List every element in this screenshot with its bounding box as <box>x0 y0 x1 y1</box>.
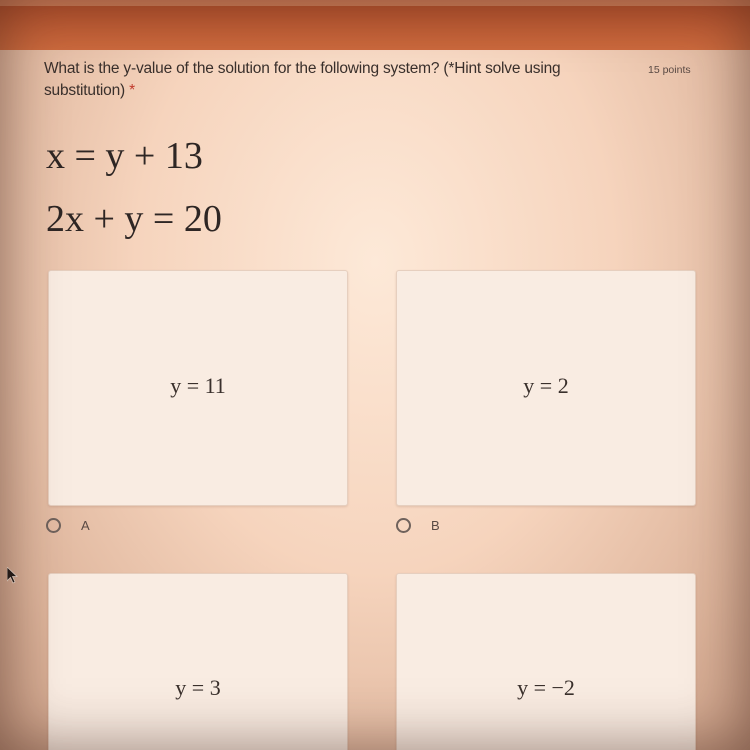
points-label: 15 points <box>648 64 691 76</box>
option-value: y = 11 <box>170 373 226 398</box>
radio-unselected-icon[interactable] <box>46 518 61 533</box>
required-marker: * <box>129 82 135 99</box>
equation-1: x = y + 13 <box>46 135 203 177</box>
option-card-b[interactable] <box>396 270 696 506</box>
option-a-radio-row[interactable] <box>46 518 90 533</box>
header-highlight <box>0 0 750 6</box>
equation-2: 2x + y = 20 <box>46 198 222 240</box>
option-card-c[interactable] <box>48 573 348 750</box>
option-letter: B <box>431 518 440 533</box>
option-value: y = 3 <box>175 675 221 700</box>
question-text <box>44 58 634 102</box>
option-value: y = 2 <box>523 373 569 398</box>
mouse-pointer-icon <box>7 567 19 585</box>
question-label: What is the y-value of the solution for the following system? (*Hint solve using substitution) <box>44 60 561 99</box>
radio-unselected-icon[interactable] <box>396 518 411 533</box>
option-b-radio-row[interactable] <box>396 518 440 533</box>
option-letter: A <box>81 518 90 533</box>
option-card-a[interactable] <box>48 270 348 506</box>
option-card-d[interactable] <box>396 573 696 750</box>
option-value: y = −2 <box>517 675 575 700</box>
form-header-bar <box>0 0 750 50</box>
